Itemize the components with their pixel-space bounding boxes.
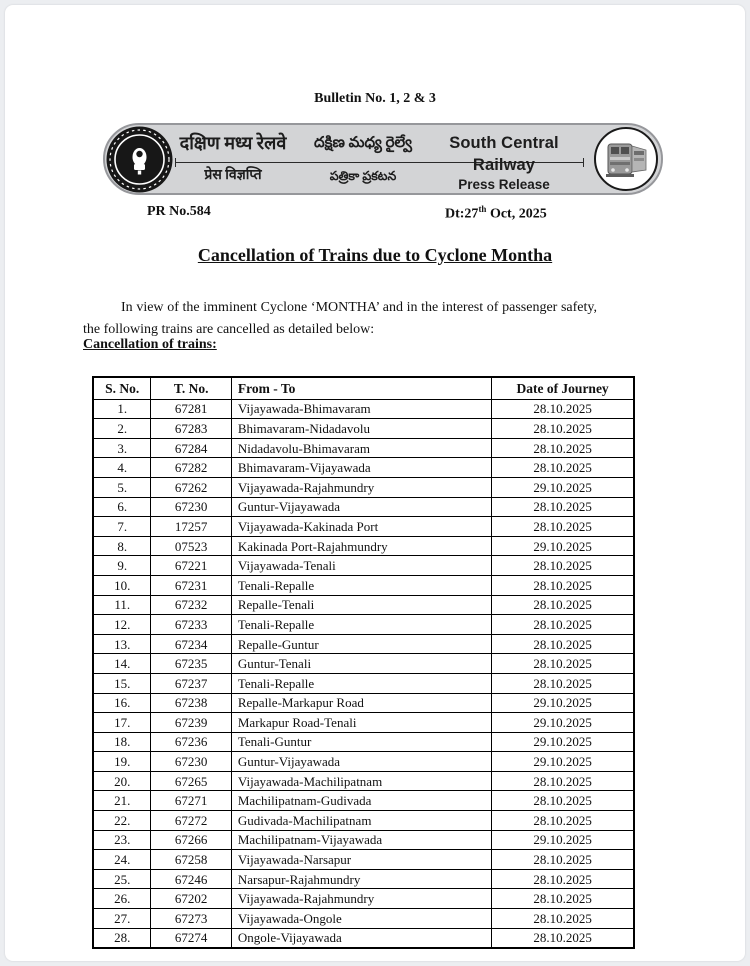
train-no-cell: 67221 (151, 556, 231, 576)
date-cell: 28.10.2025 (492, 419, 634, 439)
date-of-journey-header: Date of Journey (492, 377, 634, 399)
route-cell: Nidadavolu-Bhimavaram (231, 438, 491, 458)
train-no-cell: 67273 (151, 909, 231, 929)
s-no-cell: 24. (93, 850, 151, 870)
telugu-press-release-label: పత్రికా ప్రకటన (329, 169, 397, 183)
s-no-cell: 21. (93, 791, 151, 811)
route-cell: Vijayawada-Bhimavaram (231, 399, 491, 419)
route-cell: Markapur Road-Tenali (231, 713, 491, 733)
train-no-cell: 67237 (151, 673, 231, 693)
train-no-cell: 67202 (151, 889, 231, 909)
table-row (93, 850, 634, 870)
table-row (93, 497, 634, 517)
route-cell: Gudivada-Machilipatnam (231, 811, 491, 831)
table-row (93, 928, 634, 948)
press-release-banner (103, 123, 663, 195)
table-row (93, 909, 634, 929)
route-cell: Machilipatnam-Gudivada (231, 791, 491, 811)
date-cell: 28.10.2025 (492, 654, 634, 674)
route-cell: Vijayawada-Machilipatnam (231, 771, 491, 791)
date-cell: 28.10.2025 (492, 556, 634, 576)
train-no-cell: 67262 (151, 477, 231, 497)
s-no-cell: 2. (93, 419, 151, 439)
train-no-cell: 67230 (151, 497, 231, 517)
s-no-header: S. No. (93, 377, 151, 399)
bulletin-line: Bulletin No. 1, 2 & 3 (314, 91, 436, 106)
train-no-cell: 07523 (151, 536, 231, 556)
train-no-cell: 67266 (151, 830, 231, 850)
table-row (93, 869, 634, 889)
table-row (93, 771, 634, 791)
date-cell: 29.10.2025 (492, 477, 634, 497)
route-cell: Tenali-Repalle (231, 615, 491, 635)
table-row (93, 673, 634, 693)
table-row (93, 634, 634, 654)
train-no-cell: 67265 (151, 771, 231, 791)
s-no-cell: 12. (93, 615, 151, 635)
train-no-cell: 67230 (151, 752, 231, 772)
date-cell: 28.10.2025 (492, 399, 634, 419)
table-row (93, 615, 634, 635)
train-no-cell: 67274 (151, 928, 231, 948)
table-row (93, 732, 634, 752)
s-no-cell: 17. (93, 713, 151, 733)
section-heading: Cancellation of trains: (83, 337, 217, 352)
s-no-cell: 14. (93, 654, 151, 674)
table-row (93, 752, 634, 772)
table-row (93, 517, 634, 537)
page-title: Cancellation of Trains due to Cyclone Montha (197, 245, 553, 265)
date-cell: 28.10.2025 (492, 438, 634, 458)
date-cell: 28.10.2025 (492, 673, 634, 693)
s-no-cell: 11. (93, 595, 151, 615)
train-photo-medallion (594, 127, 658, 191)
table-row (93, 713, 634, 733)
table-row (93, 399, 634, 419)
route-cell: Vijayawada-Ongole (231, 909, 491, 929)
s-no-cell: 10. (93, 575, 151, 595)
train-no-cell: 67235 (151, 654, 231, 674)
train-no-cell: 67272 (151, 811, 231, 831)
date-cell: 28.10.2025 (492, 869, 634, 889)
date-cell: 28.10.2025 (492, 595, 634, 615)
route-cell: Vijayawada-Rajahmundry (231, 477, 491, 497)
train-no-cell: 67258 (151, 850, 231, 870)
train-no-cell: 67283 (151, 419, 231, 439)
s-no-cell: 23. (93, 830, 151, 850)
route-cell: Repalle-Tenali (231, 595, 491, 615)
table-row (93, 556, 634, 576)
date-cell: 29.10.2025 (492, 693, 634, 713)
train-no-cell: 67284 (151, 438, 231, 458)
date-cell: 28.10.2025 (492, 811, 634, 831)
s-no-cell: 19. (93, 752, 151, 772)
route-cell: Vijayawada-Tenali (231, 556, 491, 576)
route-cell: Narsapur-Rajahmundry (231, 869, 491, 889)
route-cell: Vijayawada-Narsapur (231, 850, 491, 870)
date-cell: 28.10.2025 (492, 909, 634, 929)
route-cell: Bhimavaram-Nidadavolu (231, 419, 491, 439)
train-no-cell: 67246 (151, 869, 231, 889)
intro-paragraph: In view of the imminent Cyclone ‘MONTHA’ and in the interest of passenger safety, the following trains are cancelled as detailed below: (83, 300, 597, 337)
route-cell: Vijayawada-Kakinada Port (231, 517, 491, 537)
train-no-cell: 67236 (151, 732, 231, 752)
s-no-cell: 3. (93, 438, 151, 458)
s-no-cell: 27. (93, 909, 151, 929)
s-no-cell: 15. (93, 673, 151, 693)
train-no-cell: 67234 (151, 634, 231, 654)
telugu-railway-name: దక్షిణ మధ్య రైల్వే (314, 135, 412, 151)
date-cell: 29.10.2025 (492, 732, 634, 752)
date-cell: 28.10.2025 (492, 575, 634, 595)
s-no-cell: 25. (93, 869, 151, 889)
s-no-cell: 28. (93, 928, 151, 948)
date-cell: 28.10.2025 (492, 615, 634, 635)
s-no-cell: 20. (93, 771, 151, 791)
s-no-cell: 8. (93, 536, 151, 556)
date-cell: 29.10.2025 (492, 713, 634, 733)
english-railway-name: South Central Railway (449, 134, 559, 174)
table-row (93, 536, 634, 556)
release-date: Dt:27th Oct, 2025 (445, 204, 547, 222)
train-no-cell: 17257 (151, 517, 231, 537)
route-cell: Guntur-Vijayawada (231, 752, 491, 772)
train-no-cell: 67271 (151, 791, 231, 811)
table-row (93, 693, 634, 713)
english-press-release-label: Press Release (458, 177, 550, 192)
reference-line (5, 204, 745, 224)
s-no-cell: 13. (93, 634, 151, 654)
document-page (5, 5, 745, 961)
s-no-cell: 22. (93, 811, 151, 831)
table-row (93, 595, 634, 615)
indian-railways-emblem (106, 126, 173, 193)
route-cell: Repalle-Markapur Road (231, 693, 491, 713)
train-no-header: T. No. (151, 377, 231, 399)
date-cell: 28.10.2025 (492, 634, 634, 654)
hindi-press-release-label: प्रेस विज्ञप्ति (204, 168, 262, 183)
banner-hindi-block (171, 125, 295, 193)
s-no-cell: 18. (93, 732, 151, 752)
hindi-railway-name: दक्षिण मध्य रेलवे (179, 133, 287, 153)
date-cell: 28.10.2025 (492, 928, 634, 948)
banner-telugu-block (301, 125, 425, 193)
s-no-cell: 26. (93, 889, 151, 909)
table-row (93, 477, 634, 497)
table-row (93, 811, 634, 831)
train-no-cell: 67282 (151, 458, 231, 478)
route-cell: Tenali-Repalle (231, 673, 491, 693)
date-cell: 29.10.2025 (492, 752, 634, 772)
route-cell: Ongole-Vijayawada (231, 928, 491, 948)
route-cell: Kakinada Port-Rajahmundry (231, 536, 491, 556)
route-cell: Guntur-Tenali (231, 654, 491, 674)
date-cell: 29.10.2025 (492, 536, 634, 556)
table-row (93, 830, 634, 850)
table-header-row (93, 377, 634, 399)
from-to-header: From - To (231, 377, 491, 399)
table-row (93, 654, 634, 674)
train-no-cell: 67233 (151, 615, 231, 635)
train-no-cell: 67238 (151, 693, 231, 713)
route-cell: Repalle-Guntur (231, 634, 491, 654)
route-cell: Tenali-Guntur (231, 732, 491, 752)
date-cell: 28.10.2025 (492, 771, 634, 791)
date-cell: 28.10.2025 (492, 517, 634, 537)
route-cell: Bhimavaram-Vijayawada (231, 458, 491, 478)
table-row (93, 889, 634, 909)
date-cell: 29.10.2025 (492, 830, 634, 850)
route-cell: Tenali-Repalle (231, 575, 491, 595)
s-no-cell: 5. (93, 477, 151, 497)
table-row (93, 575, 634, 595)
train-no-cell: 67231 (151, 575, 231, 595)
date-cell: 28.10.2025 (492, 458, 634, 478)
date-cell: 28.10.2025 (492, 791, 634, 811)
s-no-cell: 7. (93, 517, 151, 537)
s-no-cell: 6. (93, 497, 151, 517)
table-row (93, 791, 634, 811)
route-cell: Machilipatnam-Vijayawada (231, 830, 491, 850)
table-row (93, 438, 634, 458)
date-cell: 28.10.2025 (492, 889, 634, 909)
date-cell: 28.10.2025 (492, 497, 634, 517)
train-no-cell: 67232 (151, 595, 231, 615)
s-no-cell: 1. (93, 399, 151, 419)
date-cell: 28.10.2025 (492, 850, 634, 870)
banner-english-block (422, 125, 586, 193)
s-no-cell: 9. (93, 556, 151, 576)
s-no-cell: 4. (93, 458, 151, 478)
train-no-cell: 67281 (151, 399, 231, 419)
train-no-cell: 67239 (151, 713, 231, 733)
table-row (93, 458, 634, 478)
route-cell: Vijayawada-Rajahmundry (231, 889, 491, 909)
s-no-cell: 16. (93, 693, 151, 713)
pr-number: PR No.584 (147, 204, 211, 219)
route-cell: Guntur-Vijayawada (231, 497, 491, 517)
cancelled-trains-table (92, 376, 635, 949)
table-row (93, 419, 634, 439)
